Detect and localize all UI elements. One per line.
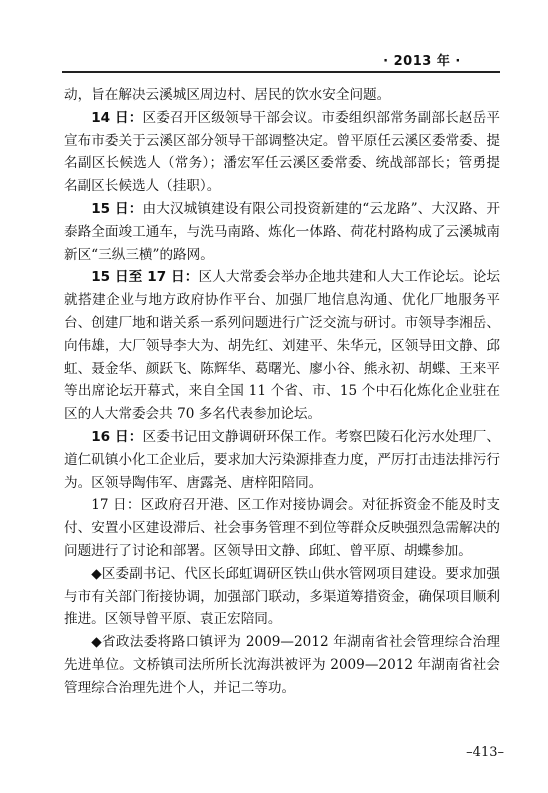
entry-paragraph [64, 107, 500, 198]
entry-text: 由大汉城镇建设有限公司投资新建的“云龙路”、大汉路、开泰路全面竣工通车，与洗马南路、炼化一体路、荷花村路构成了云溪城南新区“三纵三横”的路网。 [64, 200, 500, 263]
entry-text: 区委书记田文静调研环保工作。考察巴陵石化污水处理厂、道仁矶镇小化工企业后，要求加大污染源排查力度，严厉打击违法排污行为。区领导陶伟军、唐露尧、唐梓阳陪同。 [64, 428, 500, 491]
entry-paragraph [64, 198, 500, 266]
page-body [64, 84, 500, 700]
page-number: –413– [466, 745, 504, 760]
entry-paragraph [64, 494, 500, 562]
entry-date: 14 日： [91, 109, 143, 126]
header-rule [62, 71, 500, 73]
entry-text: 17 日：区政府召开港、区工作对接协调会。对征拆资金不能及时支付、安置小区建设滞后、社会事务管理不到位等群众反映强烈急需解决的问题进行了讨论和部署。区领导田文静、邱虹、曾平原、胡蝶参加。 [64, 497, 500, 559]
entry-paragraph [64, 266, 500, 426]
entry-paragraph [64, 631, 500, 699]
running-head-text: · 2013 年 · [383, 53, 461, 69]
entry-text: ◆省政法委将路口镇评为 2009—2012 年湖南省社会管理综合治理先进单位。文桥镇司法所所长沈海洪被评为 2009—2012 年湖南省社会管理综合治理先进个人，并记二等功。 [64, 634, 500, 696]
entry-paragraph [64, 426, 500, 494]
entry-date: 15 日至 17 日： [91, 269, 199, 286]
entry-date: 15 日： [91, 200, 143, 217]
running-head [368, 48, 476, 70]
entry-text: 区委召开区级领导干部会议。市委组织部常务副部长赵岳平宣布市委关于云溪区部分领导干部调整决定。曾平原任云溪区委常委、提名副区长候选人（常务）；潘宏军任云溪区委常委、统战部部长；管勇提名副区长候选人（挂职）。 [64, 109, 500, 195]
paragraph-text: 动，旨在解决云溪城区周边村、居民的饮水安全问题。 [64, 87, 391, 103]
entry-text: ◆区委副书记、代区长邱虹调研区铁山供水管网项目建设。要求加强与市有关部门衔接协调，加强部门联动，多渠道筹措资金，确保项目顺利推进。区领导曾平原、袁正宏陪同。 [64, 565, 500, 628]
entry-paragraph [64, 563, 500, 631]
entry-date: 16 日： [91, 428, 143, 445]
paragraph-continuation [64, 84, 500, 107]
entry-text: 区人大常委会举办企地共建和人大工作论坛。论坛就搭建企业与地方政府协作平台、加强厂地信息沟通、优化厂地服务平台、创建厂地和谐关系一系列问题进行广泛交流与研讨。市领导李湘岳、向伟雄，大厂领导李大为、胡先红、刘建平、朱华元，区领导田文静、邱虹、聂金华、颜跃飞、陈辉华、葛曙光、廖小谷、熊永初、胡蝶、王来平等出席论坛开幕式，来自全国 11 个省、市、15 个中石化炼化企业驻在区的人大常委会共 70 多名代表参加论坛。 [64, 269, 500, 423]
